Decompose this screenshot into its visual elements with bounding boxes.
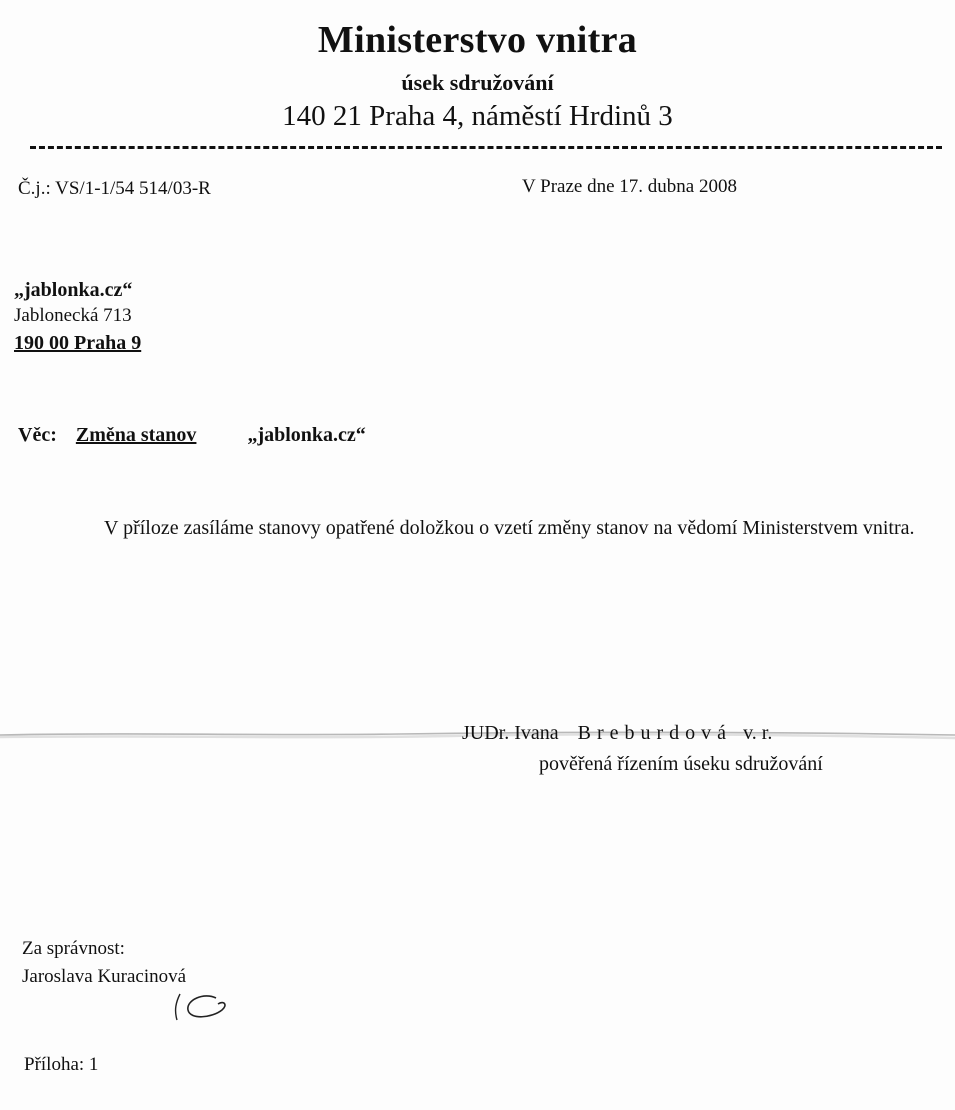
signer-name bbox=[462, 722, 772, 745]
body-paragraph: V příloze zasíláme stanovy opatřené doložkou o vzetí změny stanov na vědomí Ministerstvem vnitra. bbox=[104, 517, 915, 539]
reference-number: Č.j.: VS/1-1/54 514/03-R bbox=[18, 178, 211, 199]
subject-label: Věc: bbox=[18, 424, 57, 446]
verification-name: Jaroslava Kuracinová bbox=[22, 966, 187, 987]
signer-surname: Breburdová bbox=[577, 722, 733, 744]
header-divider bbox=[30, 146, 942, 149]
ministry-address: 140 21 Praha 4, náměstí Hrdinů 3 bbox=[282, 100, 673, 132]
subject-topic: Změna stanov bbox=[75, 424, 197, 446]
signer-role: pověřená řízením úseku sdružování bbox=[539, 753, 823, 775]
signer-suffix: v. r. bbox=[743, 722, 773, 744]
subject-entity: „jablonka.cz“ bbox=[247, 424, 366, 446]
ministry-title: Ministerstvo vnitra bbox=[317, 19, 638, 61]
ministry-department: úsek sdružování bbox=[401, 70, 554, 95]
handwritten-initials bbox=[168, 990, 238, 1026]
subject-line bbox=[18, 424, 366, 447]
letter-date: V Praze dne 17. dubna 2008 bbox=[522, 176, 737, 197]
signer-title-first: JUDr. Ivana bbox=[462, 722, 559, 744]
recipient-city: 190 00 Praha 9 bbox=[14, 332, 142, 354]
verification-label: Za správnost: bbox=[22, 938, 125, 959]
recipient-street: Jablonecká 713 bbox=[14, 305, 132, 326]
recipient-name: „jablonka.cz“ bbox=[14, 279, 133, 301]
attachment-note: Příloha: 1 bbox=[24, 1054, 99, 1075]
